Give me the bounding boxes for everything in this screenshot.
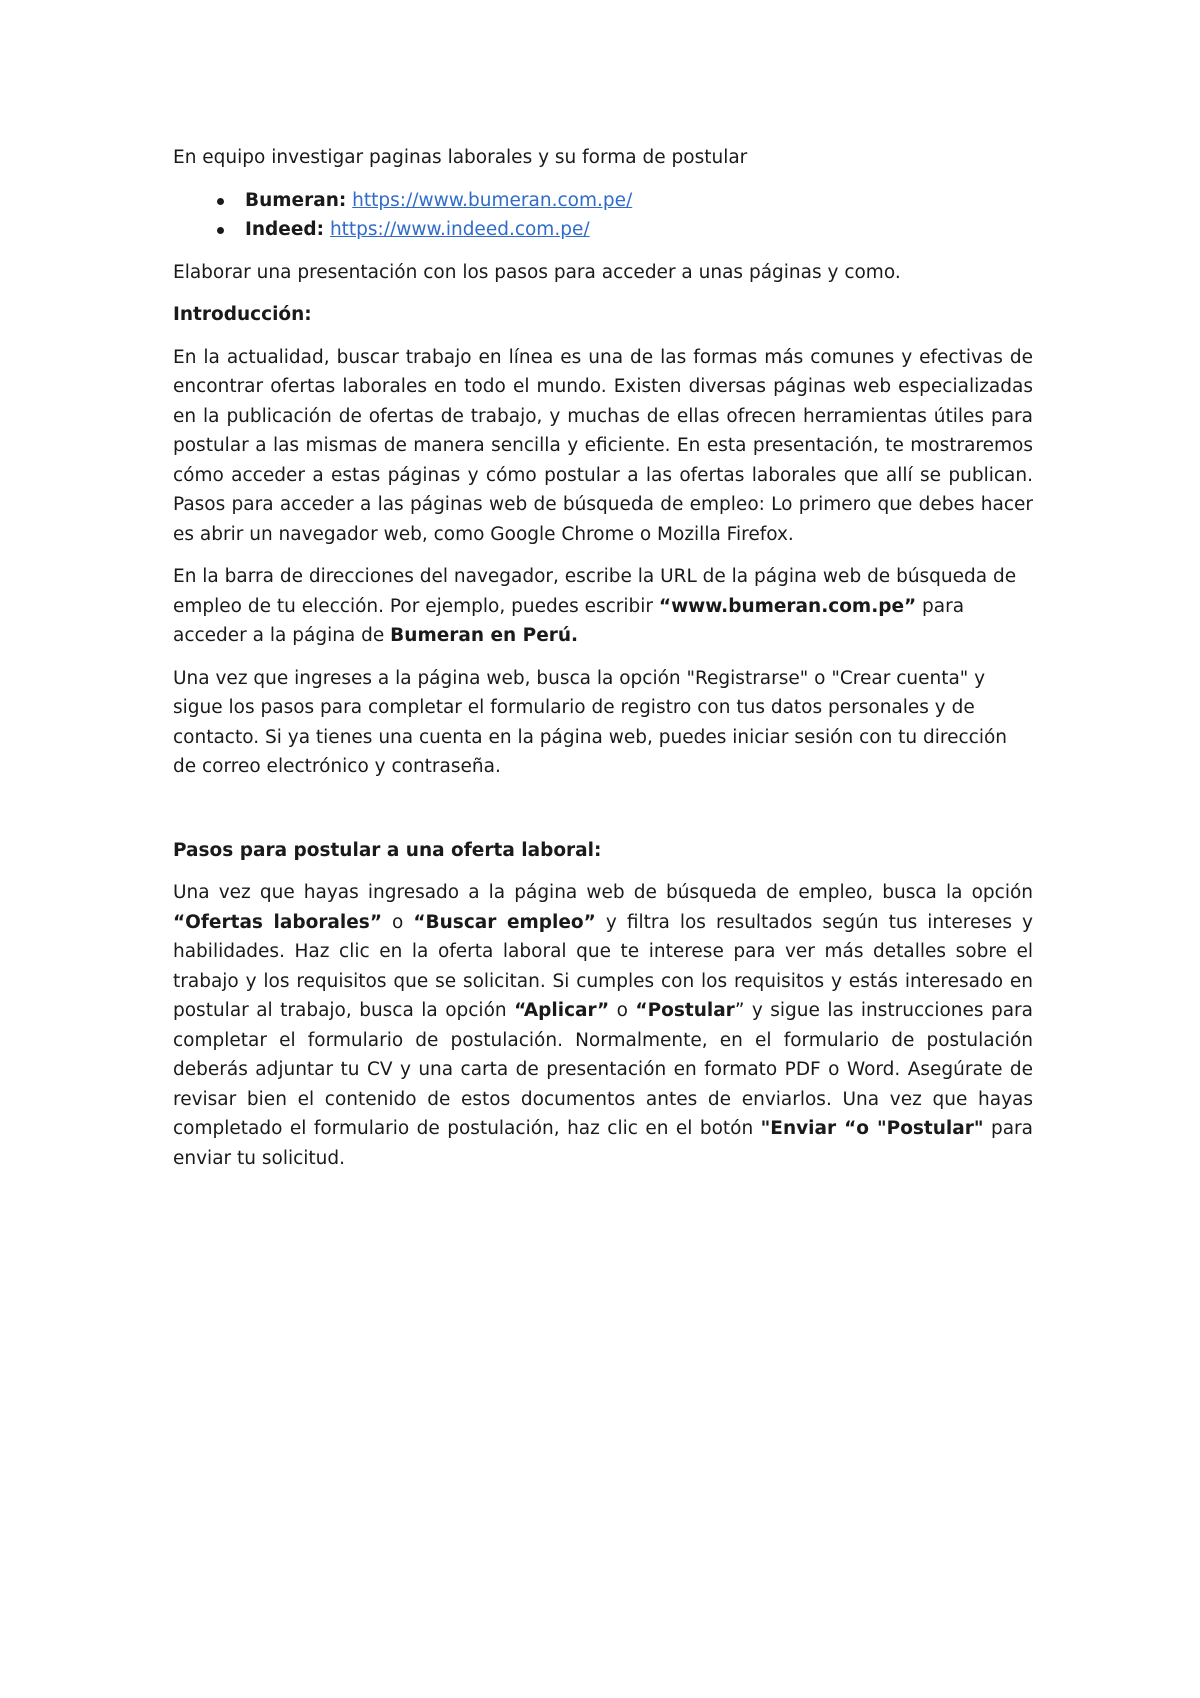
link-bumeran[interactable]: https://www.bumeran.com.pe/ [352,189,633,211]
apply-opt-postular: “Postular [635,1000,735,1021]
spacer [173,795,1033,836]
apply-heading [173,836,1033,866]
intro-heading-text: Introducción: [173,304,312,325]
list-item-indeed [173,215,1033,245]
task-line: Elaborar una presentación con los pasos para acceder a unas páginas y como. [173,261,901,283]
document-body [173,143,1033,1186]
list-item-bumeran [173,186,1033,216]
register-paragraph: Una vez que ingreses a la página web, busca la opción "Registrarse" o "Crear cuenta" y sigue los pasos para completar el formulario de registro con tus datos personales y de contacto. Si ya tienes una cuenta en la página web, puedes iniciar sesión con tu dirección de correo electrónico y contraseña. [173,667,1008,777]
apply-text-5: ” y sigue las instrucciones para completar el formulario de postulación. Normalmente, en el formulario de postulación deberás adjuntar tu CV y una carta de presentación en formato PDF o Word. Asegúrate de revisar bien el contenido de estos documentos antes de enviarlos. Una vez que hayas completado el formulario de postulación, haz clic en el botón [173,1000,1033,1139]
intro-paragraph: En la actualidad, buscar trabajo en línea es una de las formas más comunes y efectivas de encontrar ofertas laborales en todo el mundo. Existen diversas páginas web especializadas en la publicación de ofertas de trabajo, y muchas de ellas ofrecen herramientas útiles para postular a las mismas de manera sencilla y eficiente. En esta presentación, te mostraremos cómo acceder a estas páginas y cómo postular a las ofertas laborales que allí se publican. Pasos para acceder a las páginas web de búsqueda de empleo: Lo primero que debes hacer es abrir un navegador web, como Google Chrome o Mozilla Firefox. [173,346,1033,545]
apply-text-3: y filtra los resultados según tus intereses y habilidades. Haz clic en la oferta laboral que te interese para ver más detalles sobre el trabajo y los requisitos que se solicitan. Si cumples con los requisitos y estás interesado en postular al trabajo, busca la opción [173,911,1033,1021]
apply-btn-enviar: "Enviar “o "Postular" [760,1118,984,1139]
bullet-icon [217,198,224,205]
intro-heading [173,300,1033,330]
link-label-indeed: Indeed: [245,219,325,240]
address-text-2: para acceder a la página de [173,595,965,646]
intro-line: En equipo investigar paginas laborales y su forma de postular [173,147,748,168]
link-indeed[interactable]: https://www.indeed.com.pe/ [329,219,590,240]
address-url-bold: “www.bumeran.com.pe” [658,595,917,617]
link-label-bumeran: Bumeran: [245,189,347,211]
address-bar-paragraph [173,562,1033,651]
apply-paragraph [173,878,1033,1173]
links-list [173,186,1033,245]
address-text-1: En la barra de direcciones del navegador, escribe la URL de la página web de búsqueda de empleo de tu elección. Por ejemplo, puedes escribir [173,566,1017,617]
address-site-bold: Bumeran en Perú. [390,625,579,646]
apply-opt-aplicar: “Aplicar” [514,1000,610,1021]
apply-opt-buscar: “Buscar empleo” [413,911,596,933]
bullet-icon [217,227,224,234]
apply-text-1: Una vez que hayas ingresado a la página web de búsqueda de empleo, busca la opción [173,882,1033,903]
apply-text-4: o [609,1000,636,1021]
apply-heading-text: Pasos para postular a una oferta laboral: [173,839,602,861]
apply-text-6: para enviar tu solicitud. [173,1118,1033,1169]
apply-text-2: o [381,911,414,933]
apply-opt-ofertas: “Ofertas laborales” [173,911,382,933]
